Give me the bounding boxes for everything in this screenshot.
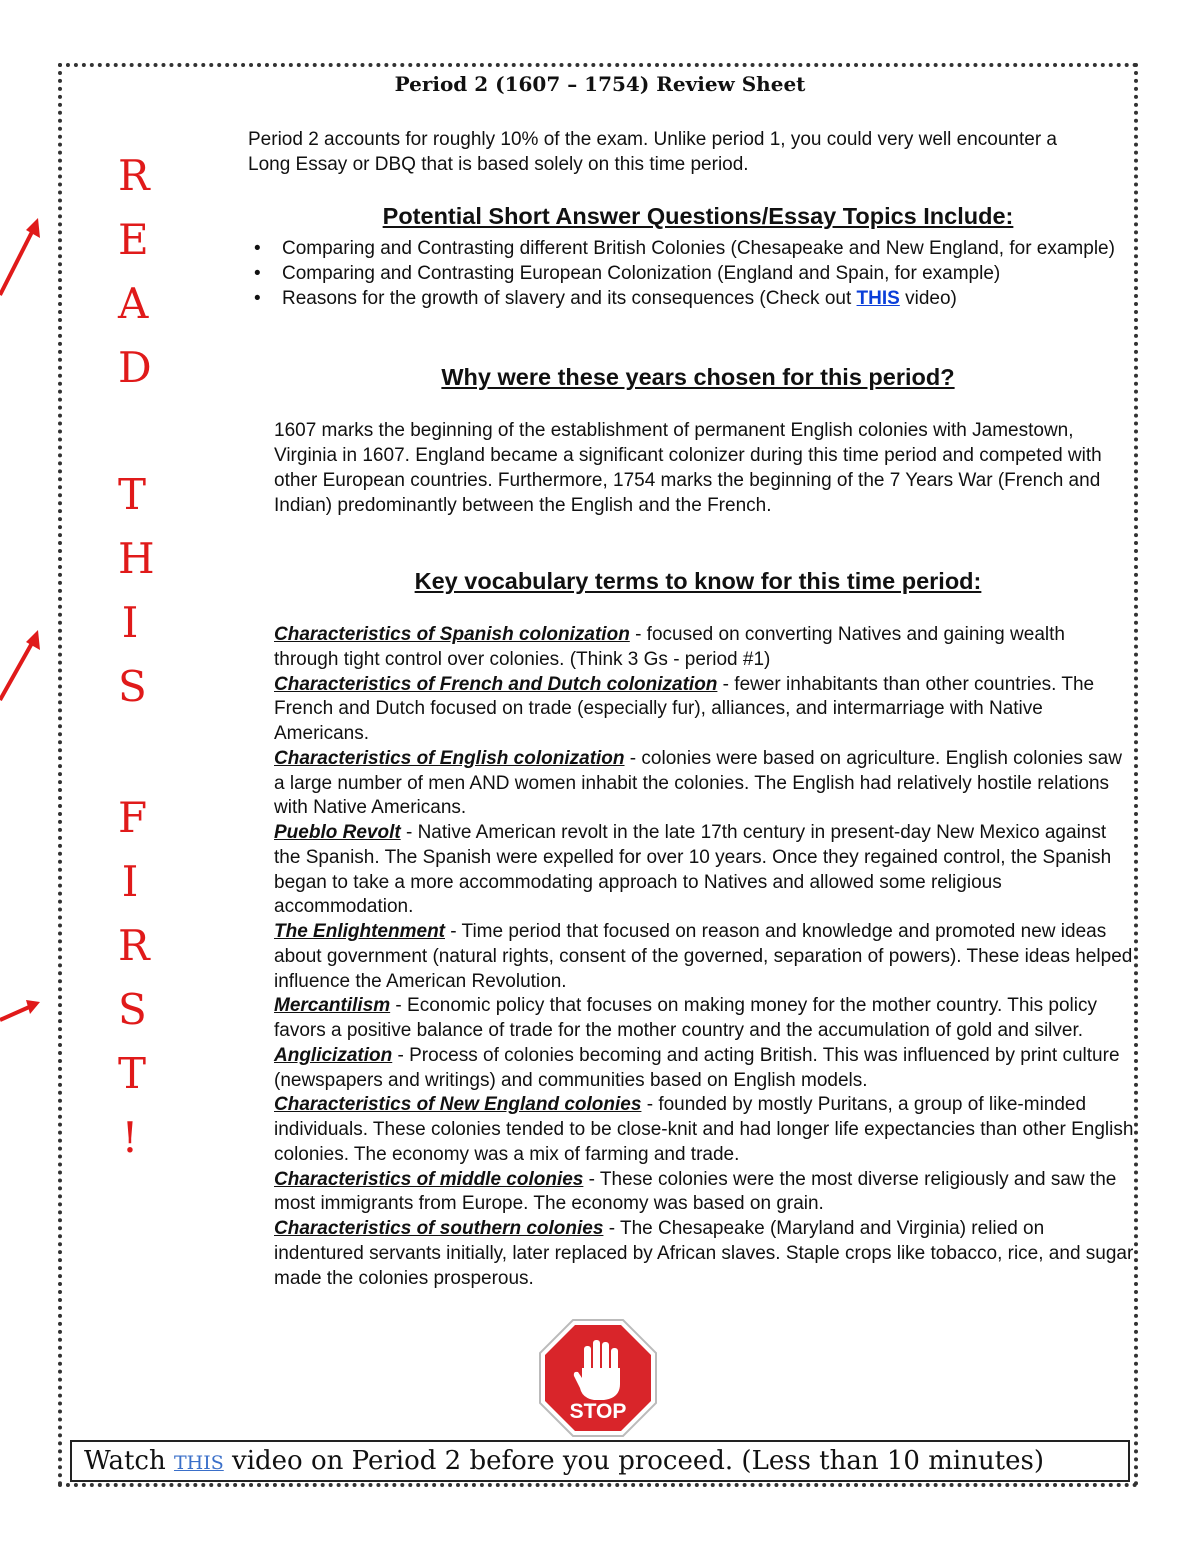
stop-label: STOP bbox=[569, 1400, 627, 1423]
side-letter: I bbox=[121, 598, 139, 647]
red-arrow-icon bbox=[0, 622, 50, 712]
red-arrow-icon bbox=[0, 990, 50, 1030]
side-letter: R bbox=[118, 921, 150, 970]
why-paragraph: 1607 marks the beginning of the establishment of permanent English colonies with Jamestown, Virginia in 1607. England became a significant colonizer during this time period and competed with other European countries. Furthermore, 1754 marks the beginning of the 7 Years War (French and Indian) predominantly between the English and the French. bbox=[274, 420, 1102, 516]
side-letter: F bbox=[118, 793, 148, 842]
side-letter: T bbox=[118, 1049, 147, 1098]
vocab-entry: Characteristics of southern colonies - The Chesapeake (Maryland and Virginia) relied on indentured servants initially, later replaced by African slaves. Staple crops like tobacco, rice, and sugar made the colonies prosperous. bbox=[274, 1218, 1134, 1289]
side-letter: D bbox=[118, 343, 152, 392]
side-letter: ! bbox=[121, 1113, 139, 1162]
slavery-video-link[interactable]: THIS bbox=[856, 288, 900, 309]
stop-sign-graphic bbox=[538, 1318, 658, 1438]
vocab-entry: Characteristics of English colonization - colonies were based on agriculture. English colonies saw a large number of men AND women inhabit the colonies. The English had relatively hostile relations with Native Americans. bbox=[274, 747, 1122, 819]
why-heading: Why were these years chosen for this period? bbox=[441, 364, 955, 390]
vocab-entry: Characteristics of middle colonies - These colonies were the most diverse religiously and saw the most immigrants from Europe. The economy was based on grain. bbox=[274, 1168, 1117, 1215]
period2-video-link[interactable]: THIS bbox=[173, 1452, 224, 1474]
list-item: • Comparing and Contrasting European Colonization (England and Spain, for example) bbox=[248, 261, 1128, 286]
side-letter: T bbox=[118, 470, 147, 519]
vocab-entry: Mercantilism - Economic policy that focuses on making money for the mother country. This policy favors a positive balance of trade for the mother country and the accumulation of gold and silver. bbox=[274, 995, 1097, 1041]
vocab-entry: Characteristics of Spanish colonization - focused on converting Natives and gaining wealth through tight control over colonies. (Think 3 Gs - period #1) bbox=[274, 624, 1065, 670]
vocab-entry: The Enlightenment - Time period that focused on reason and knowledge and promoted new ideas about government (natural rights, consent of the governed, separation of powers). These ideas helped influence the American Revolution. bbox=[274, 921, 1133, 992]
side-letter: S bbox=[118, 985, 147, 1034]
bullet-icon: • bbox=[254, 263, 261, 284]
list-item: • Reasons for the growth of slavery and its consequences (Check out THIS video) bbox=[248, 286, 1128, 311]
side-letter: H bbox=[118, 534, 155, 583]
intro-paragraph: Period 2 accounts for roughly 10% of the exam. Unlike period 1, you could very well encounter a Long Essay or DBQ that is based solely on this time period. bbox=[248, 129, 1058, 175]
vocab-entry: Characteristics of New England colonies - founded by mostly Puritans, a group of like-minded individuals. These colonies tended to be close-knit and had longer life expectancies than other English colonies. The economy was a mix of farming and trade. bbox=[274, 1094, 1134, 1165]
vocab-entry: Characteristics of French and Dutch colonization - fewer inhabitants than other countries. The French and Dutch focused on trade (especially fur), alliances, and intermarriage with Native Americans. bbox=[274, 673, 1095, 744]
vocab-list bbox=[274, 623, 1134, 1291]
bullet-icon: • bbox=[254, 288, 261, 309]
short-answer-list bbox=[248, 236, 1128, 311]
side-letter: E bbox=[118, 215, 149, 264]
stop-sign bbox=[538, 1318, 658, 1438]
vocab-entry: Pueblo Revolt - Native American revolt in the late 17th century in present-day New Mexico against the Spanish. The Spanish were expelled for over 10 years. Once they regained control, the Spanish began to take a more accommodating approach to Natives and allowed some religious accommodation. bbox=[274, 822, 1112, 918]
watch-video-banner: Watch THIS video on Period 2 before you proceed. (Less than 10 minutes) bbox=[70, 1440, 1130, 1482]
side-letter: R bbox=[118, 151, 150, 200]
red-arrow-icon bbox=[0, 210, 50, 310]
vocab-entry: Anglicization - Process of colonies becoming and acting British. This was influenced by print culture (newspapers and writings) and communities based on English models. bbox=[274, 1044, 1120, 1091]
short-answer-heading: Potential Short Answer Questions/Essay Topics Include: bbox=[382, 203, 1014, 229]
bullet-icon: • bbox=[254, 238, 261, 259]
vocab-heading: Key vocabulary terms to know for this time period: bbox=[414, 568, 982, 594]
page-title: Period 2 (1607 – 1754) Review Sheet bbox=[394, 72, 806, 96]
side-letter: I bbox=[121, 857, 139, 906]
list-item: • Comparing and Contrasting different British Colonies (Chesapeake and New England, for example) bbox=[248, 236, 1128, 261]
side-letter: A bbox=[118, 279, 149, 328]
side-letter: S bbox=[118, 662, 147, 711]
